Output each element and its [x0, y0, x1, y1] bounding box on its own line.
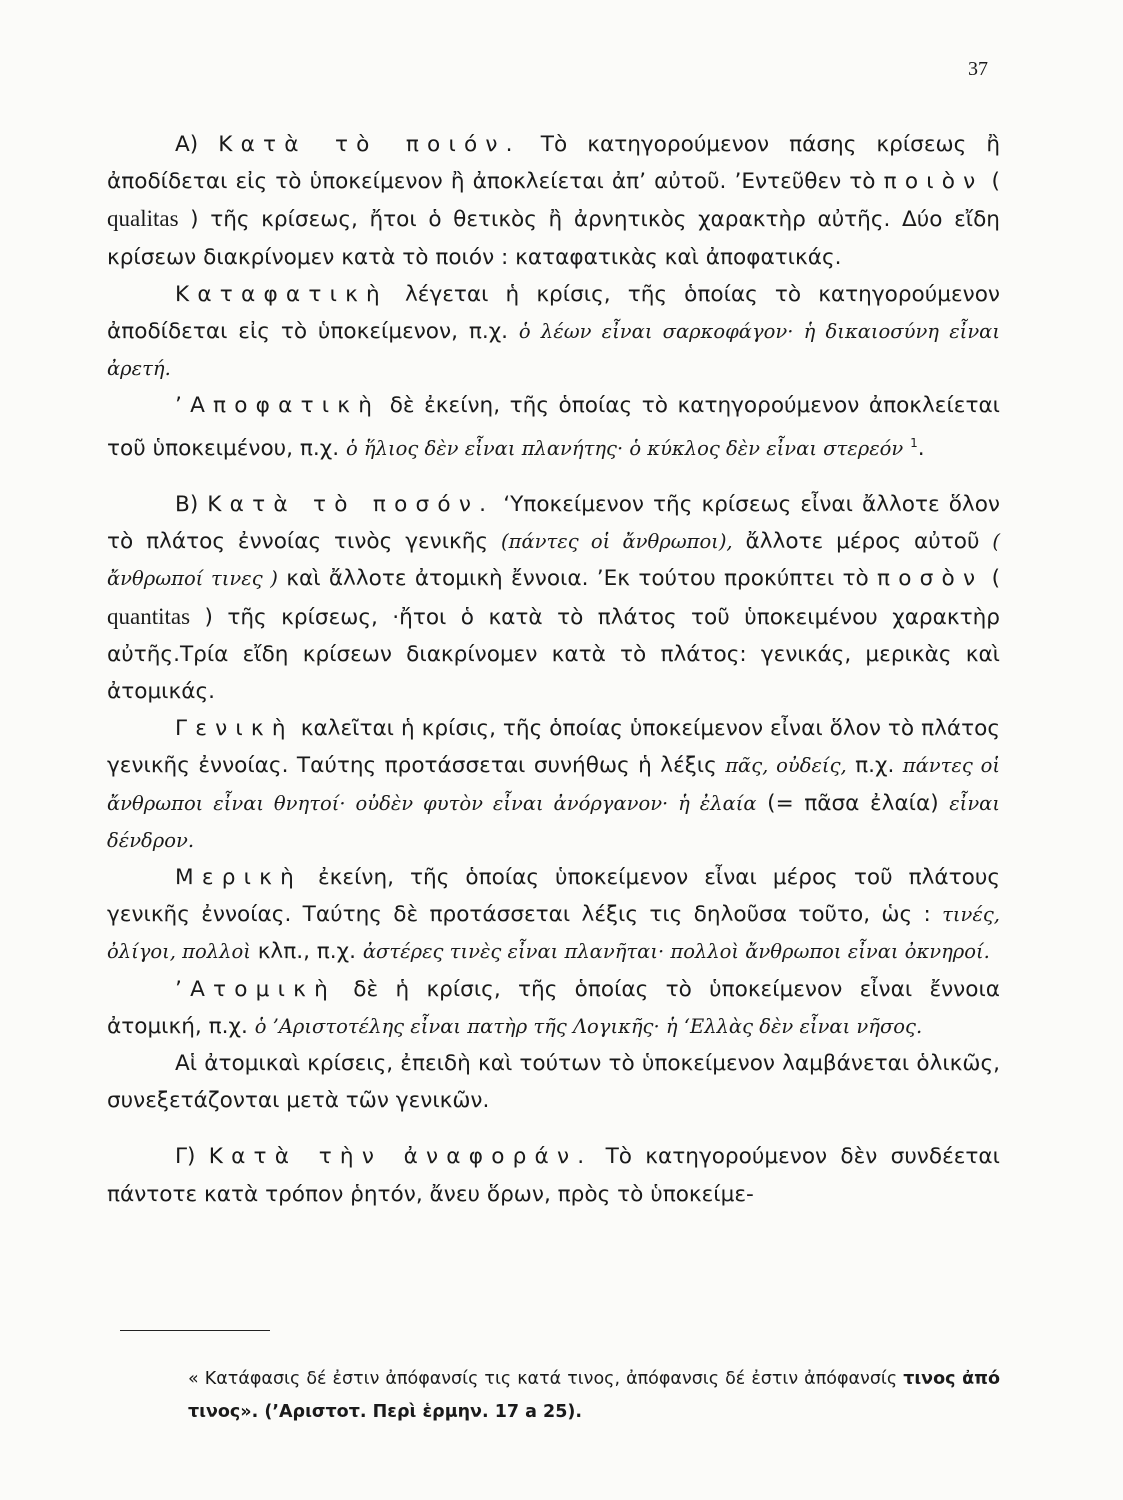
paragraph-affirmative: Καταφατικὴ λέγεται ἡ κρίσις, τῆς ὁποίας τὸ κατηγορούμενον ἀποδίδεται εἰς τὸ ὑποκείμενον, π.χ. ὁ λέων εἶναι σαρκοφάγον· ἡ δικαιοσύνη εἶναι ἀρετή.	[107, 281, 1000, 381]
latin-term: quantitas	[107, 603, 191, 629]
example-text: ἀστέρες τινὲς εἶναι πλανῆται· πολλοὶ ἄνθρωποι εἶναι ὀκνηροί.	[362, 940, 990, 964]
footnote-rule	[120, 1330, 270, 1331]
example-text: ὁ ἥλιος δὲν εἶναι πλανήτης· ὁ κύκλος δὲν εἶναι στερεόν	[345, 436, 904, 460]
paragraph-general: Γενικὴ καλεῖται ἡ κρίσις, τῆς ὁποίας ὑποκείμενον εἶναι ὅλον τὸ πλάτος γενικῆς ἐννοίας. Ταύτης προτάσσεται συνήθως ἡ λέξις πᾶς, οὐδείς, π.χ. πάντες οἱ ἄνθρωποι εἶναι θνητοί· οὐδὲν φυτὸν εἶναι ἀνόργανον· ἡ ἐλαία (= πᾶσα ἐλαία) εἶναι δένδρον.	[107, 716, 1000, 852]
spaced-term: Γενικὴ	[175, 716, 294, 742]
example-text: (πάντες οἱ ἄνθρωποι),	[501, 530, 733, 554]
section-label: Γ)	[175, 1144, 209, 1170]
page-number: 37	[968, 58, 988, 80]
spaced-term: Καταφατικὴ	[175, 281, 388, 307]
spaced-term: ποσὸν	[877, 566, 984, 592]
section-label: Β)	[175, 492, 208, 518]
paragraph-relation: Γ) Κατὰ τὴν ἀναφοράν. Τὸ κατηγορούμενον δὲν συνδέεται πάντοτε κατὰ τρόπον ῥητόν, ἄνευ ὅρων, πρὸς τὸ ὑποκείμε-	[107, 1144, 1000, 1207]
spaced-term: Μερικὴ	[175, 865, 302, 891]
paragraph-quantity: Β) Κατὰ τὸ ποσόν. ‘Υποκείμενον τῆς κρίσεως εἶναι ἄλλοτε ὅλον τὸ πλάτος ἐννοίας τινὸς γενικῆς (πάντες οἱ ἄνθρωποι), ἄλλοτε μέρος αὐτοῦ ( ἄνθρωποί τινες ) καὶ ἄλλοτε ἀτομικὴ ἔννοια. ’Εκ τούτου προκύπτει τὸ ποσὸν ( quantitas ) τῆς κρίσεως, ·ἤτοι ὁ κατὰ τὸ πλάτος τοῦ ὑποκειμένου χαρακτὴρ αὐτῆς.Τρία εἴδη κρίσεων διακρίνομεν κατὰ τὸ πλάτος: γενικάς, μερικὰς καὶ ἀτομικάς.	[107, 492, 1000, 705]
paragraph-quality: Α) Κατὰ τὸ ποιόν. Τὸ κατηγορούμενον πάσης κρίσεως ἢ ἀποδίδεται εἰς τὸ ὑποκείμενον ἢ ἀποκλείεται ἀπ’ αὐτοῦ. ’Εντεῦθεν τὸ ποιὸν ( qualitas ) τῆς κρίσεως, ἤτοι ὁ θετικὸς ἢ ἀρνητικὸς χαρακτὴρ αὐτῆς. Δύο εἴδη κρίσεων διακρίνομεν κατὰ τὸ ποιόν : καταφατικὰς καὶ ἀποφατικάς.	[107, 132, 1001, 270]
section-heading: Κατὰ τὸ ποιόν.	[218, 132, 521, 157]
section-heading: Κατὰ τὴν ἀναφοράν.	[208, 1144, 593, 1170]
example-text: πάντες οἱ ἄνθρωποι εἶναι θνητοί· οὐδὲν φυτὸν εἶναι ἀνόργανον· ἡ ἐλαία	[107, 754, 1000, 815]
section-label: Α)	[175, 132, 219, 157]
example-text: πᾶς, οὐδείς,	[725, 754, 847, 778]
footnote: « Κατάφασις δέ ἐστιν ἀπόφανσίς τις κατά τινος, ἀπόφανσις δέ ἐστιν ἀπόφανσίς τινος ἀπό τινος». (’Αριστοτ. Περὶ ἑρμην. 17 a 25).	[188, 1368, 1000, 1422]
paragraph-negative: ’Αποφατικὴ δὲ ἐκείνη, τῆς ὁποίας τὸ κατηγορούμενον ἀποκλείεται τοῦ ὑποκειμένου, π.χ. ὁ ἥλιος δὲν εἶναι πλανήτης· ὁ κύκλος δὲν εἶναι στερεόν $^1$.	[107, 393, 1000, 461]
latin-term: qualitas	[107, 206, 179, 232]
paragraph-singular-note: Αἱ ἀτομικαὶ κρίσεις, ἐπειδὴ καὶ τούτων τὸ ὑποκείμενον λαμβάνεται ὁλικῶς, συνεξετάζονται μετὰ τῶν γενικῶν.	[107, 1051, 1000, 1114]
example-text: τινές, ὀλίγοι, πολλοὶ	[107, 903, 1000, 964]
page-body	[107, 126, 1000, 1213]
footnote-marker: 1	[910, 435, 918, 450]
example-text: ὁ λέων εἶναι σαρκοφάγον· ἡ δικαιοσύνη εἶναι ἀρετή.	[107, 320, 1000, 381]
spaced-term: ποιὸν	[883, 169, 984, 195]
paragraph-partial: Μερικὴ ἐκείνη, τῆς ὁποίας ὑποκείμενον εἶναι μέρος τοῦ πλάτους γενικῆς ἐννοίας. Ταύτης δὲ προτάσσεται λέξις τις δηλοῦσα τοῦτο, ὡς : τινές, ὀλίγοι, πολλοὶ κλπ., π.χ. ἀστέρες τινὲς εἶναι πλανῆται· πολλοὶ ἄνθρωποι εἶναι ὀκνηροί.	[107, 865, 1000, 965]
section-heading: Κατὰ τὸ ποσόν.	[207, 492, 495, 518]
spaced-term: ’Αποφατικὴ	[175, 393, 381, 419]
spaced-term: ’Ατομικὴ	[175, 976, 336, 1002]
example-text: εἶναι δένδρον.	[107, 791, 1000, 852]
example-text: ὁ ’Αριστοτέλης εἶναι πατὴρ τῆς Λογικῆς· ἡ ‘Ελλὰς δὲν εἶναι νῆσος.	[254, 1014, 923, 1038]
paragraph-singular: ’Ατομικὴ δὲ ἡ κρίσις, τῆς ὁποίας τὸ ὑποκείμενον εἶναι ἔννοια ἀτομική, π.χ. ὁ ’Αριστοτέλης εἶναι πατὴρ τῆς Λογικῆς· ἡ ‘Ελλὰς δὲν εἶναι νῆσος.	[107, 976, 1000, 1039]
example-text: ( ἄνθρωποί τινες )	[107, 530, 1000, 591]
